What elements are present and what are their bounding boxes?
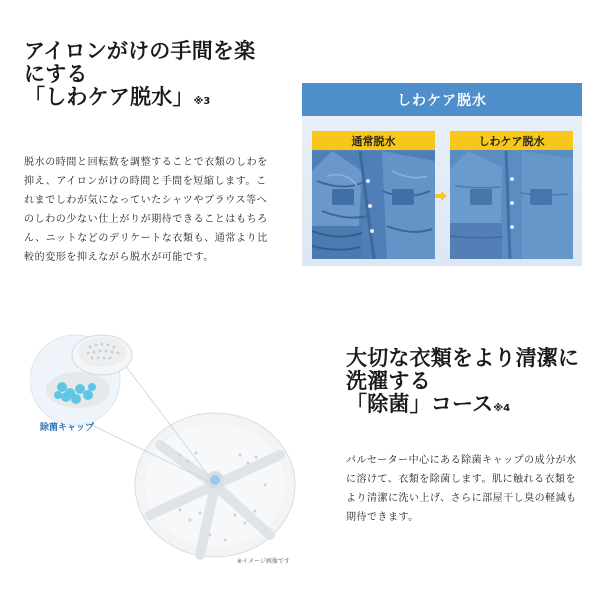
sterilization-cap-illustration: [30, 325, 330, 585]
comparison-title: しわケア脱水: [302, 83, 582, 116]
footnote-mark: ※3: [193, 96, 211, 107]
normal-spin-label: 通常脱水: [312, 131, 435, 150]
normal-spin-card: [312, 131, 435, 259]
wrinkled-shirt-image: [312, 131, 435, 259]
wrinkle-care-card: [450, 131, 573, 259]
arrow-right-icon: [435, 191, 447, 201]
heading-line: にする: [24, 62, 88, 86]
footnote-mark: ※4: [493, 403, 511, 414]
wrinkle-care-heading: [24, 40, 294, 113]
sterilization-course-description: パルセーター中心にある除菌キャップの成分が水に溶けて、衣類を除菌します。肌に触れる衣類をより清潔に洗い上げ、さらに部屋干し臭の軽減も期待できます。: [346, 455, 577, 523]
heading-line: 洗濯する: [346, 369, 431, 393]
heading-line: 大切な衣類をより清潔に: [346, 346, 580, 370]
heading-line: [346, 393, 596, 420]
heading-line-text: 「除菌」コース: [346, 392, 494, 416]
wrinkle-care-label: しわケア脱水: [450, 131, 573, 150]
image-caption: ※イメージ画像です: [237, 558, 290, 565]
heading-line: [24, 86, 294, 113]
heading-line-text: 「しわケア脱水」: [24, 85, 194, 109]
smooth-shirt-image: [450, 131, 573, 259]
wrinkle-comparison-panel: [302, 83, 582, 266]
sterilization-course-heading: [346, 347, 596, 420]
sterilization-cap-label: 除菌キャップ: [40, 423, 95, 433]
wrinkle-care-description: 脱水の時間と回転数を調整することで衣類のしわを抑え、アイロンがけの時間と手間を短縮します。これまでしわが気になっていたシャツやブラウス等へのしわの少ない仕上がりが期待できることはもちろん、ニットなどのデリケートな衣類も、通常より比較的変形を抑えながら脱水が可能です。: [24, 157, 268, 263]
heading-line: アイロンがけの手間を楽: [24, 39, 256, 63]
